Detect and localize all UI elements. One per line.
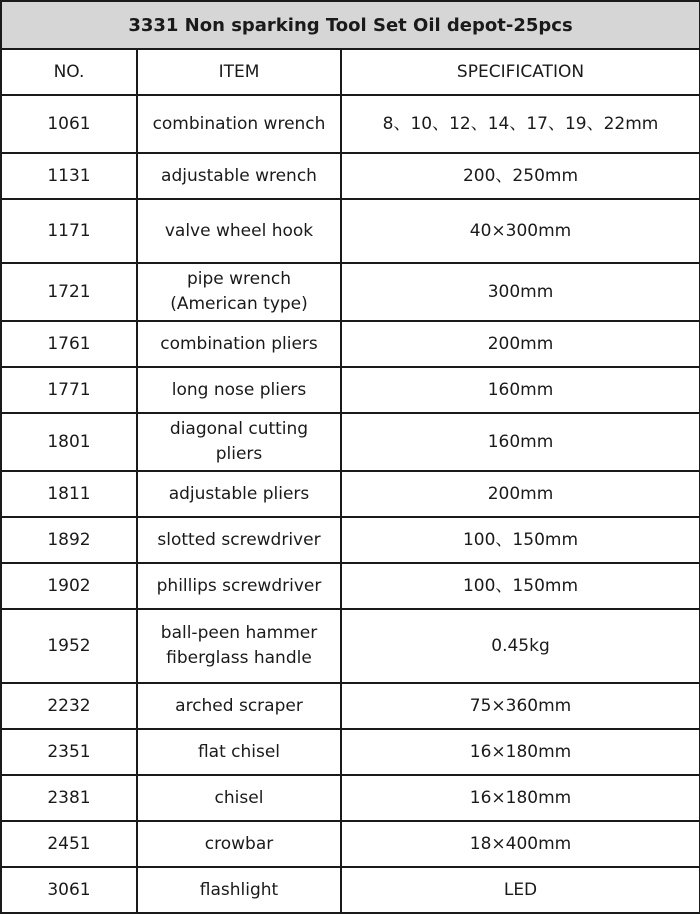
cell-spec-text: 160mm [487, 431, 554, 452]
cell-no [1, 867, 137, 913]
cell-spec-text: 200mm [487, 483, 554, 504]
cell-no [1, 609, 137, 683]
title-row [1, 1, 700, 49]
cell-item [137, 95, 341, 153]
cell-no [1, 775, 137, 821]
cell-item-text: flat chisel [197, 741, 281, 762]
cell-no-text: 1952 [47, 635, 91, 656]
cell-no-text: 1761 [47, 333, 91, 354]
cell-item-text: adjustable wrench [161, 165, 317, 186]
cell-no [1, 413, 137, 471]
cell-spec [341, 563, 700, 609]
header-item: ITEM [137, 49, 341, 95]
cell-spec [341, 683, 700, 729]
table-row [1, 95, 700, 153]
cell-item-text: ball-peen hammer fiberglass handle [160, 623, 318, 668]
cell-no-text: 2451 [47, 833, 91, 854]
cell-no [1, 321, 137, 367]
cell-spec [341, 153, 700, 199]
cell-item [137, 321, 341, 367]
cell-spec [341, 729, 700, 775]
table-title: 3331 Non sparking Tool Set Oil depot-25pcs [1, 1, 700, 49]
cell-item [137, 821, 341, 867]
cell-item-text: valve wheel hook [164, 220, 314, 241]
cell-item [137, 199, 341, 263]
cell-spec [341, 775, 700, 821]
cell-item-text: adjustable pliers [168, 483, 310, 504]
table-row [1, 775, 700, 821]
cell-item [137, 413, 341, 471]
cell-spec [341, 867, 700, 913]
cell-no [1, 263, 137, 321]
cell-no [1, 683, 137, 729]
cell-spec [341, 263, 700, 321]
table-row [1, 263, 700, 321]
table-row [1, 321, 700, 367]
cell-no [1, 821, 137, 867]
cell-no [1, 367, 137, 413]
cell-no [1, 95, 137, 153]
header-no: NO. [1, 49, 137, 95]
cell-item-text: diagonal cutting pliers [169, 419, 309, 464]
cell-spec [341, 95, 700, 153]
cell-item-text: chisel [214, 787, 264, 808]
cell-no-text: 1902 [47, 575, 91, 596]
cell-spec-text: 18×400mm [469, 833, 572, 854]
cell-item-text: combination wrench [152, 113, 326, 134]
cell-spec [341, 321, 700, 367]
table-row [1, 609, 700, 683]
cell-spec [341, 367, 700, 413]
cell-spec-text: 160mm [487, 379, 554, 400]
table-row [1, 413, 700, 471]
cell-no-text: 2381 [47, 787, 91, 808]
cell-spec [341, 821, 700, 867]
cell-spec-text: 100、150mm [462, 575, 578, 596]
cell-no-text: 1171 [47, 220, 91, 241]
cell-spec-text: LED [503, 879, 538, 900]
cell-item [137, 683, 341, 729]
cell-spec-text: 75×360mm [469, 695, 572, 716]
cell-item [137, 867, 341, 913]
cell-spec-text: 200mm [487, 333, 554, 354]
cell-spec-text: 100、150mm [462, 529, 578, 550]
cell-spec [341, 199, 700, 263]
table-row [1, 367, 700, 413]
cell-no-text: 2351 [47, 741, 91, 762]
cell-no-text: 1721 [47, 281, 91, 302]
cell-spec [341, 609, 700, 683]
table-row [1, 153, 700, 199]
cell-spec-text: 8、10、12、14、17、19、22mm [382, 113, 659, 134]
cell-spec-text: 40×300mm [469, 220, 572, 241]
cell-spec-text: 200、250mm [462, 165, 578, 186]
table-row [1, 517, 700, 563]
table-row [1, 199, 700, 263]
cell-no-text: 2232 [47, 695, 91, 716]
cell-no [1, 199, 137, 263]
cell-no [1, 517, 137, 563]
cell-no-text: 1131 [47, 165, 91, 186]
cell-item-text: slotted screwdriver [157, 529, 321, 550]
cell-spec-text: 16×180mm [469, 787, 572, 808]
table-row [1, 867, 700, 913]
cell-spec-text: 300mm [487, 281, 554, 302]
table-row [1, 471, 700, 517]
table-row [1, 683, 700, 729]
cell-no-text: 1771 [47, 379, 91, 400]
cell-item-text: flashlight [199, 879, 279, 900]
cell-no [1, 471, 137, 517]
header-row [1, 49, 700, 95]
cell-item [137, 609, 341, 683]
cell-item [137, 153, 341, 199]
cell-item [137, 263, 341, 321]
cell-no-text: 1811 [47, 483, 91, 504]
cell-item-text: crowbar [204, 833, 274, 854]
cell-no-text: 1801 [47, 431, 91, 452]
table-row [1, 563, 700, 609]
header-spec: SPECIFICATION [341, 49, 700, 95]
cell-item [137, 563, 341, 609]
cell-spec [341, 413, 700, 471]
cell-item-text: long nose pliers [171, 379, 307, 400]
cell-item-text: combination pliers [160, 333, 318, 354]
cell-item [137, 729, 341, 775]
cell-no-text: 1061 [47, 113, 91, 134]
cell-no [1, 563, 137, 609]
table-body [1, 95, 700, 913]
table-row [1, 729, 700, 775]
cell-item [137, 471, 341, 517]
cell-no-text: 3061 [47, 879, 91, 900]
cell-item [137, 367, 341, 413]
cell-item-text: phillips screwdriver [156, 575, 322, 596]
cell-spec [341, 471, 700, 517]
cell-no [1, 153, 137, 199]
cell-item [137, 775, 341, 821]
cell-item-text: pipe wrench (American type) [170, 269, 308, 314]
cell-spec-text: 0.45kg [491, 635, 550, 656]
cell-no-text: 1892 [47, 529, 91, 550]
cell-item-text: arched scraper [175, 695, 303, 716]
table-row [1, 821, 700, 867]
cell-no [1, 729, 137, 775]
cell-spec [341, 517, 700, 563]
cell-spec-text: 16×180mm [469, 741, 572, 762]
cell-item [137, 517, 341, 563]
